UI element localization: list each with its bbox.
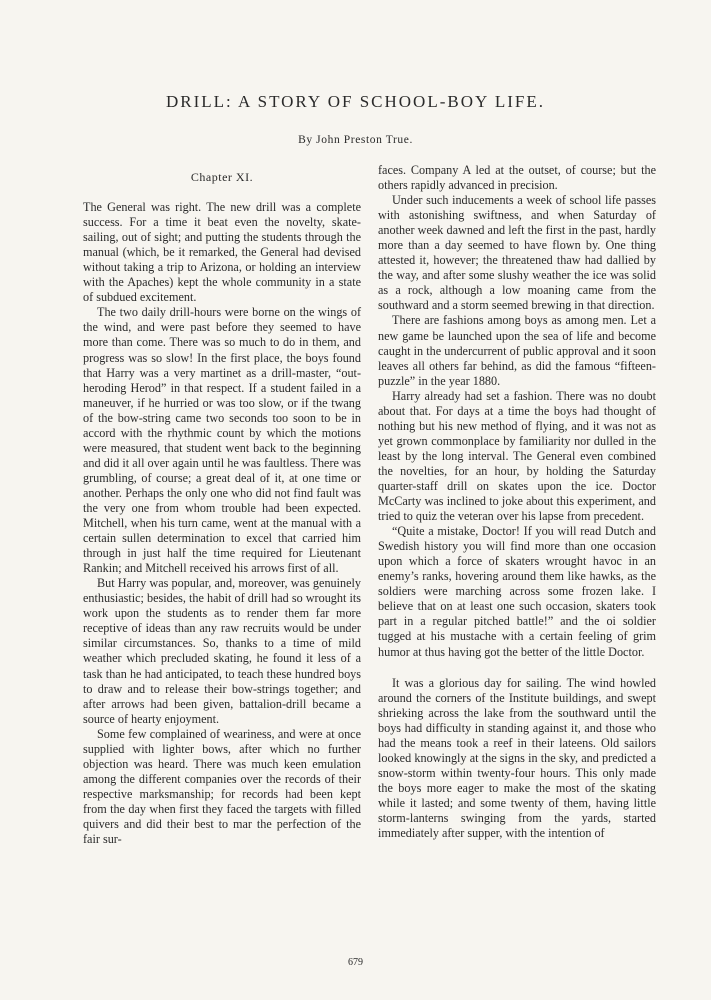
chapter-heading: Chapter XI. — [190, 170, 254, 184]
page-title: DRILL: A STORY OF SCHOOL-BOY LIFE. — [165, 92, 546, 111]
paragraph: Under such inducements a week of school life passes with astonishing swiftness, and when Saturday of another week dawned and left the first in the past, hardly more than a day seemed to have flown by. One thing attested it, however; the threatened thaw had dallied by the way, and after some slushy weather the ice was solid as a rock, although a low moaning came from the southward and a storm seemed brewing in that direction. — [378, 193, 656, 313]
paragraph: But Harry was popular, and, moreover, was genuinely enthusiastic; besides, the habit of drill had so wrought its work upon the students as to render them far more receptive of ideas than any raw recruits would be under similar circumstances. So, thanks to a time of mild weather which precluded skating, he found it less of a task than he had anticipated, to teach these hundred boys to draw and to release their bow-strings together; and after arrows had been given, battalion-drill became a source of hearty enjoyment. — [83, 576, 361, 726]
left-column — [83, 170, 361, 847]
paragraph: The General was right. The new drill was a complete success. For a time it beat even the novelty, skate-sailing, out of sight; and putting the students through the manual (which, be it remarked, the General had devised without taking a trip to Arizona, or holding an interview with the Apaches) kept the whole community in a state of subdued excitement. — [83, 200, 361, 305]
right-column — [378, 163, 656, 841]
paragraph: “Quite a mistake, Doctor! If you will read Dutch and Swedish history you will find more than one occasion upon which a force of skaters wrought havoc in an enemy’s ranks, hovering around them like hawks, as the soldiers were marching across some frozen lake. I believe that on at least one such occasion, skaters took part in a regular pitched battle!” and the oi soldier tugged at his mustache with a certain feeling of grim humor at thus having got the better of the little Doctor. — [378, 524, 656, 659]
page-number: 679 — [348, 957, 363, 968]
paragraph: Harry already had set a fashion. There was no doubt about that. For days at a time the boys had thought of nothing but his new method of flying, and it was not as yet grown commonplace by familiarity nor dulled in the least by the long interval. The General even combined the novelties, for an hour, by holding the Saturday quarter-staff drill on skates upon the ice. Doctor McCarty was inclined to joke about this experiment, and tried to quiz the veteran over his lapse from precedent. — [378, 388, 656, 524]
paragraph: Some few complained of weariness, and were at once supplied with lighter bows, after which no further objection was heard. There was much keen emulation among the different companies over the records of their respective marksmanship; for records had been kept from the day when first they faced the targets with filled quivers and did their best to mar the perfection of the fair sur- — [83, 726, 361, 847]
paragraph: faces. Company A led at the outset, of course; but the others rapidly advanced in precision. — [378, 163, 656, 193]
byline: By John Preston True. — [298, 134, 413, 146]
paragraph: There are fashions among boys as among men. Let a new game be launched upon the sea of life and become caught in the undercurrent of public approval and it soon leaves all others far behind, as did the famous “fifteen-puzzle” in the year 1880. — [378, 313, 656, 388]
paragraph: It was a glorious day for sailing. The wind howled around the corners of the Institute buildings, and swept shrieking across the lake from the southward until the boys had difficulty in standing against it, and those who had the means took a reef in their lateens. Old sailors looked knowingly at the signs in the sky, and predicted a snow-storm within twenty-four hours. This only made the boys more eager to make the most of the skating while it lasted; and some twenty of them, having little storm-lanterns swinging from the yards, started immediately after supper, with the intention of — [378, 675, 656, 841]
paragraph: The two daily drill-hours were borne on the wings of the wind, and were past before they seemed to have more than come. There was so much to do in them, and progress was so slow! In the first place, the boys found that Harry was a very martinet as a drill-master, “out-heroding Herod” in that respect. If a student failed in a maneuver, if he hurried or was too slow, or if the twang of the bow-string came two seconds too soon to be in accord with the rhythmic count by which the motions were measured, that student went back to the beginning and did it all over again until he was faultless. There was grumbling, of course; a great deal of it, at one time or another. Perhaps the only one who did not find fault was the very one from whom trouble had been expected. Mitchell, when his turn came, went at the manual with a certain sullen determination to excel that carried him through in just half the time required for Lieutenant Rankin; and Mitchell received his arrows first of all. — [83, 305, 361, 576]
